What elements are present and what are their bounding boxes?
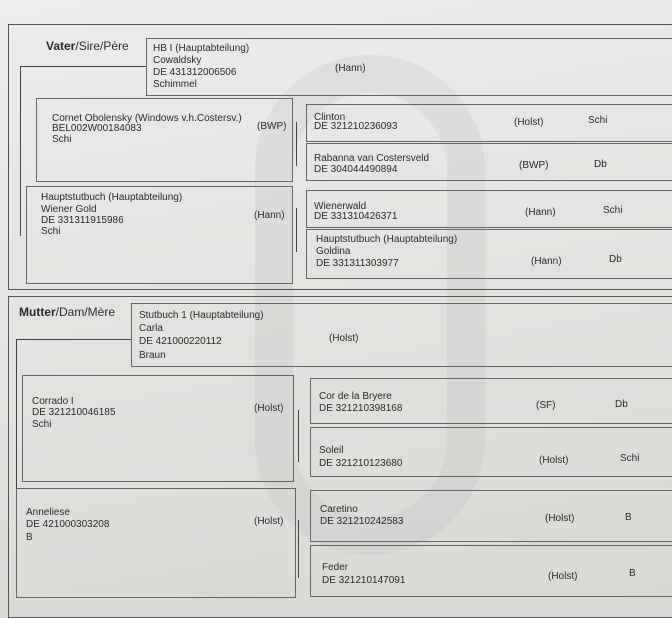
sire-gp4-color: Db [609, 254, 622, 265]
dam-gp4-name: Feder [322, 562, 349, 573]
dam-connector [16, 339, 131, 340]
sire-book: HB I (Hauptabteilung) [153, 43, 250, 54]
sire-gp1-color: Schi [588, 115, 608, 126]
dam-mother-name: Anneliese [26, 507, 70, 518]
dam-gp1-number: DE 321210398168 [319, 403, 403, 414]
dam-gp2-breed: (Holst) [539, 455, 569, 466]
sire-gp3-breed: (Hann) [525, 207, 556, 218]
dam-gp1-name: Cor de la Bryere [319, 391, 392, 402]
sire-connector [20, 66, 146, 67]
dam-gp-connector [298, 410, 299, 462]
dam-mother-number: DE 421000303208 [26, 519, 110, 530]
sire-gp4-name: Goldina [316, 246, 351, 257]
sire-father-name: Cornet Obolensky (Windows v.h.Costersv.) [52, 113, 242, 124]
dam-father-number: DE 321210046185 [32, 407, 116, 418]
sire-heading: Vater/Sire/Père [46, 39, 129, 53]
sire-gp3-name: Wienerwald [314, 201, 367, 212]
dam-gp2-color: Schi [620, 453, 640, 464]
sire-gp1-number: DE 321210236093 [314, 121, 398, 132]
sire-father-number: BEL002W00184083 [52, 123, 142, 134]
sire-father-box [36, 98, 293, 182]
sire-gp1-breed: (Holst) [514, 117, 544, 128]
sire-mother-color: Schi [41, 226, 61, 237]
dam-gp3-color: B [625, 512, 632, 523]
dam-mother-color: B [26, 532, 33, 543]
sire-mother-number: DE 331311915986 [41, 215, 124, 226]
dam-father-breed: (Holst) [254, 403, 284, 414]
sire-gp4-breed: (Hann) [531, 256, 562, 267]
sire-breed: (Hann) [335, 63, 366, 74]
sire-gp4-book: Hauptstutbuch (Hauptabteilung) [316, 234, 458, 245]
sire-gp-connector [296, 122, 297, 166]
sire-gp3-color: Schi [603, 205, 623, 216]
dam-color: Braun [139, 350, 166, 361]
sire-gp-connector [296, 208, 297, 252]
sire-gp3-number: DE 331310426371 [314, 211, 398, 222]
sire-father-color: Schi [52, 134, 72, 145]
dam-number: DE 421000220112 [139, 336, 222, 347]
sire-gp2-breed: (BWP) [519, 160, 549, 171]
dam-gp3-number: DE 321210242583 [320, 516, 404, 527]
dam-gp1-breed: (SF) [536, 400, 556, 411]
dam-breed: (Holst) [329, 333, 359, 344]
dam-name: Carla [139, 323, 163, 334]
sire-gp2-color: Db [594, 159, 607, 170]
dam-gp3-name: Caretino [320, 504, 358, 515]
dam-gp4-breed: (Holst) [548, 571, 578, 582]
dam-gp-connector [298, 520, 299, 578]
dam-gp2-number: DE 321210123680 [319, 458, 403, 469]
sire-mother-name: Wiener Gold [41, 204, 97, 215]
sire-color: Schimmel [153, 79, 197, 90]
sire-father-breed: (BWP) [257, 121, 287, 132]
dam-book: Stutbuch 1 (Hauptabteilung) [139, 310, 264, 321]
sire-gp2-name: Rabanna van Costersveld [314, 153, 430, 164]
sire-mother-book: Hauptstutbuch (Hauptabteilung) [41, 192, 183, 203]
dam-father-color: Schi [32, 419, 52, 430]
dam-gp4-color: B [629, 568, 636, 579]
sire-gp2-number: DE 304044490894 [314, 164, 398, 175]
dam-mother-box [16, 488, 296, 598]
sire-gp1-name: Clinton [314, 112, 346, 123]
dam-mother-breed: (Holst) [254, 516, 284, 527]
sire-gp4-number: DE 331311303977 [316, 258, 399, 269]
sire-connector [20, 66, 21, 236]
dam-gp3-breed: (Holst) [545, 513, 575, 524]
sire-number: DE 431312006506 [153, 67, 237, 78]
sire-name: Cowaldsky [153, 55, 202, 66]
dam-gp4-number: DE 321210147091 [322, 575, 406, 586]
sire-mother-breed: (Hann) [254, 210, 285, 221]
dam-father-box [22, 375, 294, 482]
dam-gp-box [310, 545, 672, 597]
dam-gp1-color: Db [615, 399, 628, 410]
dam-heading: Mutter/Dam/Mère [19, 305, 116, 319]
dam-father-name: Corrado I [32, 396, 74, 407]
dam-gp2-name: Soleil [319, 445, 344, 456]
